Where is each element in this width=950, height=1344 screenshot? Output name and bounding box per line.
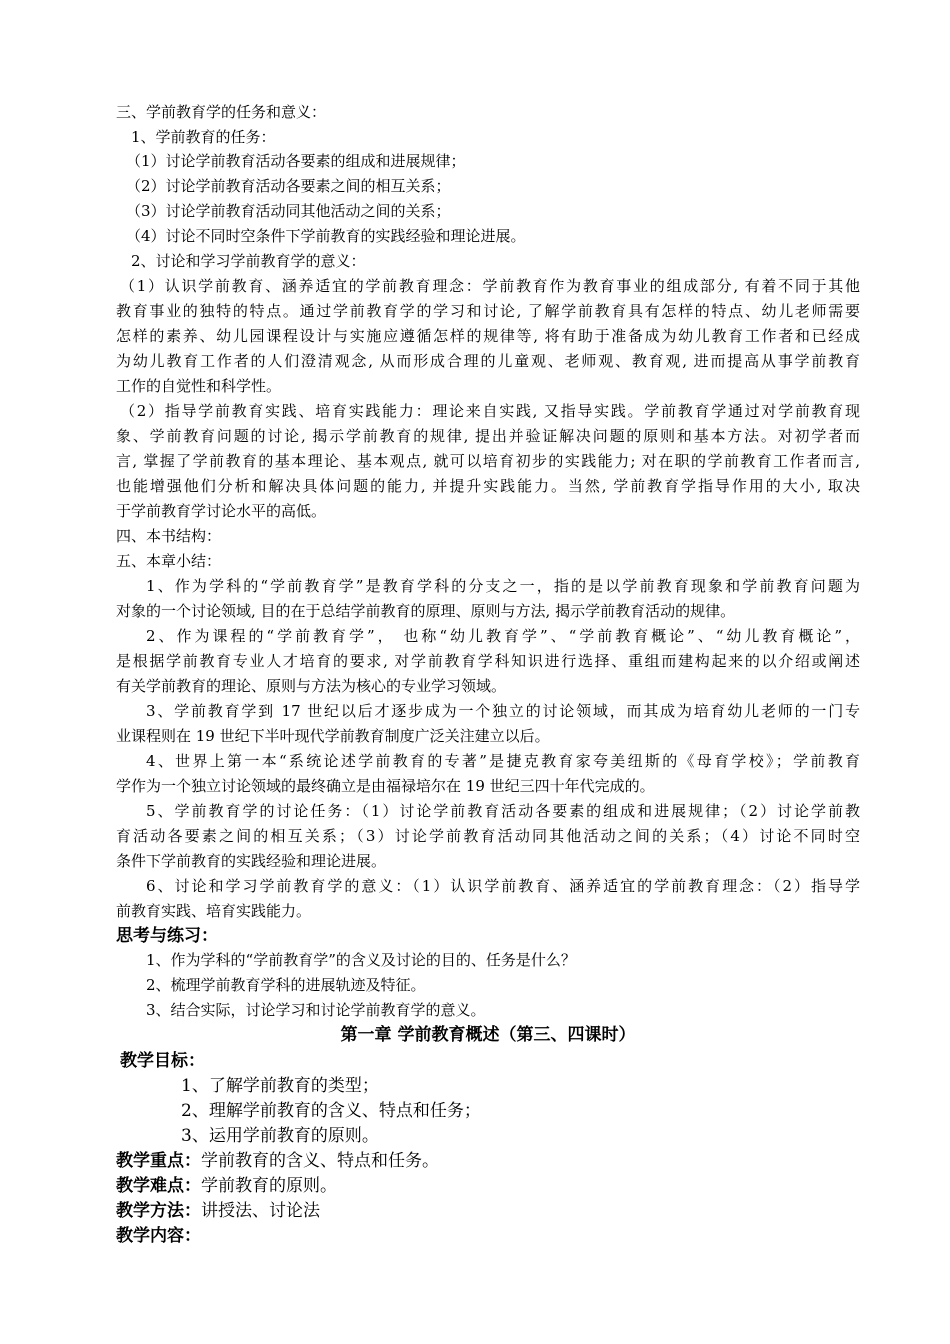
exercises-heading: 思考与练习： — [116, 926, 218, 946]
meaning-para1-line: 为幼儿教育工作者的人们澄清观念, 从而形成合理的儿童观、老师观、教育观, 进而提高从事学前教育 — [116, 352, 860, 370]
summary-line: 6、讨论和学习学前教育学的意义：（1）认识学前教育、涵养适宜的学前教育理念：（2）指导学 — [146, 877, 860, 895]
summary-line: 对象的一个讨论领域, 目的在于总结学前教育的原理、原则与方法, 揭示学前教育活动的规律。 — [116, 602, 736, 620]
summary-line: 是根据学前教育专业人才培育的要求, 对学前教育学科知识进行选择、重组而建构起来的以介绍或阐述 — [116, 652, 860, 670]
summary-line: 学作为一个独立讨论领域的最终确立是由福禄培尔在 19 世纪三四十年代完成的。 — [116, 777, 655, 795]
meaning-para2-line: 于学前教育学讨论水平的高低。 — [116, 502, 327, 520]
meaning-para1-line: 工作的自觉性和科学性。 — [116, 377, 282, 395]
summary-line: 条件下学前教育的实践经验和理论进展。 — [116, 852, 387, 870]
difficulty-row — [116, 1175, 860, 1197]
summary-line: 3、学前教育学到 17 世纪以后才逐步成为一个独立的讨论领域，而其成为培育幼儿老师的一门专 — [146, 702, 860, 720]
meaning-para1-line: 教育事业的独特的特点。通过学前教育学的学习和讨论, 了解学前教育具有怎样的特点、幼儿老师需要 — [116, 302, 860, 320]
tasks-heading: 1、学前教育的任务： — [131, 128, 276, 146]
task-item: （3）讨论学前教育活动同其他活动之间的关系； — [126, 202, 451, 220]
summary-line: 育活动各要素之间的相互关系；（3）讨论学前教育活动同其他活动之间的关系；（4）讨论不同时空 — [116, 827, 860, 845]
summary-line: 有关学前教育的理论、原则与方法为核心的专业学习领域。 — [116, 677, 507, 695]
goal-item: 3、运用学前教育的原则。 — [181, 1126, 379, 1146]
task-item: （4）讨论不同时空条件下学前教育的实践经验和理论进展。 — [126, 227, 526, 245]
section5-heading: 五、本章小结： — [116, 552, 222, 570]
goal-item: 2、理解学前教育的含义、特点和任务； — [181, 1101, 481, 1121]
chapter-title: 第一章 学前教育概述（第三、四课时） — [340, 1025, 636, 1045]
task-item: （2）讨论学前教育活动各要素之间的相互关系； — [126, 177, 451, 195]
summary-line: 1、作为学科的“学前教育学”是教育学科的分支之一，指的是以学前教育现象和学前教育问题为 — [146, 577, 860, 595]
method-value: 讲授法、讨论法 — [201, 1201, 320, 1221]
task-item: （1）讨论学前教育活动各要素的组成和进展规律； — [126, 152, 466, 170]
meaning-para2-line: 言, 掌握了学前教育的基本理论、基本观点, 就可以培育初步的实践能力; 对在职的学前教育工作者而言, — [116, 452, 860, 470]
exercise-item: 1、作为学科的“学前教育学”的含义及讨论的目的、任务是什么？ — [146, 951, 576, 969]
key-points-label: 教学重点： — [116, 1151, 201, 1171]
meaning-para1-line: 怎样的素养、幼儿园课程设计与实施应遵循怎样的规律等, 将有助于准备成为幼儿教育工作者和已经成 — [116, 327, 860, 345]
summary-line: 4、世界上第一本“系统论述学前教育的专著”是捷克教育家夸美纽斯的《母育学校》；学前教育 — [146, 752, 860, 770]
exercise-item: 2、梳理学前教育学科的进展轨迹及特征。 — [146, 976, 426, 994]
exercise-item: 3、结合实际，讨论学习和讨论学前教育学的意义。 — [146, 1001, 486, 1019]
key-points-value: 学前教育的含义、特点和任务。 — [201, 1151, 439, 1171]
difficulty-value: 学前教育的原则。 — [201, 1176, 337, 1196]
summary-line: 5、学前教育学的讨论任务：（1）讨论学前教育活动各要素的组成和进展规律；（2）讨论学前教 — [146, 802, 860, 820]
method-label: 教学方法： — [116, 1201, 201, 1221]
meaning-para1-line: （1）认识学前教育、涵养适宜的学前教育理念：学前教育作为教育事业的组成部分, 有着不同于其他 — [120, 277, 860, 295]
content-label: 教学内容： — [116, 1226, 201, 1246]
goal-item: 1、了解学前教育的类型； — [181, 1076, 379, 1096]
section4-heading: 四、本书结构： — [116, 527, 222, 545]
difficulty-label: 教学难点： — [116, 1176, 201, 1196]
meaning-para2-line: 也能增强他们分析和解决具体问题的能力, 并提升实践能力。当然, 学前教育学指导作用的大小, 取决 — [116, 477, 860, 495]
meaning-heading: 2、讨论和学习学前教育学的意义： — [131, 252, 366, 270]
summary-line: 业课程则在 19 世纪下半叶现代学前教育制度广泛关注建立以后。 — [116, 727, 550, 745]
goals-label: 教学目标： — [120, 1051, 205, 1071]
section3-heading: 三、学前教育学的任务和意义： — [116, 103, 327, 121]
summary-line: 前教育实践、培育实践能力。 — [116, 902, 312, 920]
method-row — [116, 1200, 860, 1222]
meaning-para2-line: （2）指导学前教育实践、培育实践能力：理论来自实践, 又指导实践。学前教育学通过对学前教育现 — [120, 402, 860, 420]
summary-line: 2、作为课程的“学前教育学”， 也称“幼儿教育学”、“学前教育概论”、“幼儿教育概论”， — [146, 627, 860, 645]
meaning-para2-line: 象、学前教育问题的讨论, 揭示学前教育的规律, 提出并验证解决问题的原则和基本方法。对初学者而 — [116, 427, 860, 445]
key-points-row — [116, 1150, 860, 1172]
